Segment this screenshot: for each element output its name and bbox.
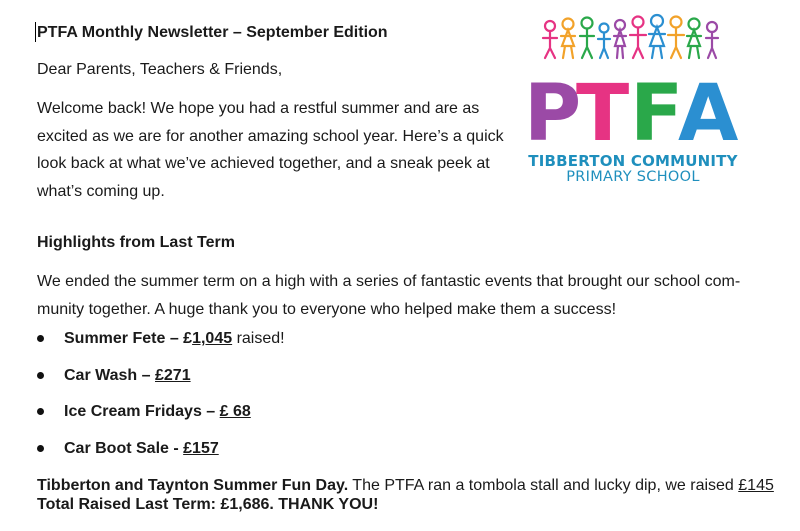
logo-school-name: TIBBERTON COMMUNITY (528, 152, 738, 170)
logo-school-type: PRIMARY SCHOOL (566, 169, 700, 185)
event-amount: £ 68 (219, 403, 251, 420)
event-name: Ice Cream Fridays (64, 403, 202, 420)
event-separator: - (168, 439, 184, 457)
event-name: Car Boot Sale (64, 439, 169, 457)
event-amount: 1,045 (192, 330, 233, 347)
event-amount-prefix: £ (183, 330, 193, 347)
newsletter-title: PTFA Monthly Newsletter – September Edition (37, 24, 388, 41)
intro-line: look back at what we’ve achieved together, and a sneak peek at (37, 155, 490, 172)
event-name: Summer Fete (64, 330, 166, 347)
intro-line: what’s coming up. (37, 182, 165, 200)
intro-line: Welcome back! We hope you had a restful summer and are as (37, 100, 480, 117)
logo-letter-f: F (630, 69, 684, 152)
greeting: Dear Parents, Teachers & Friends, (37, 61, 283, 78)
event-amount: £157 (183, 439, 219, 457)
fun-day-amount: £145 (738, 477, 774, 494)
intro-paragraph (37, 95, 507, 205)
event-amount: £271 (155, 366, 191, 384)
bullet-icon (37, 335, 44, 342)
total-raised: Total Raised Last Term: £1,686. THANK YOU! (37, 496, 379, 513)
bullet-icon (37, 408, 44, 415)
ptfa-logo-graphic (518, 12, 748, 152)
text-cursor (35, 22, 36, 42)
event-separator: – (165, 330, 184, 347)
children-figures-icon (543, 15, 718, 58)
logo-letter-p: P (524, 69, 582, 152)
event-separator: – (137, 366, 155, 384)
fun-day-text: The PTFA ran a tombola stall and lucky dip, we raised (348, 477, 739, 494)
fun-day-line (37, 476, 774, 496)
fun-day-title: Tibberton and Taynton Summer Fun Day. (37, 477, 349, 494)
ptfa-logo (518, 12, 748, 188)
event-name: Car Wash (64, 366, 138, 384)
highlights-line: munity together. A huge thank you to everyone who helped make them a success! (37, 300, 617, 318)
event-separator: – (201, 403, 220, 420)
event-suffix: raised! (232, 330, 285, 347)
bullet-icon (37, 372, 44, 379)
highlights-heading: Highlights from Last Term (37, 234, 235, 251)
highlights-line: We ended the summer term on a high with a series of fantastic events that brought our school com- (37, 273, 741, 290)
highlights-paragraph (37, 268, 777, 323)
logo-letter-a: A (678, 69, 739, 152)
bullet-icon (37, 445, 44, 452)
intro-line: excited as we are for another amazing school year. Here’s a quick (37, 127, 504, 145)
logo-letter-t: T (576, 69, 630, 152)
